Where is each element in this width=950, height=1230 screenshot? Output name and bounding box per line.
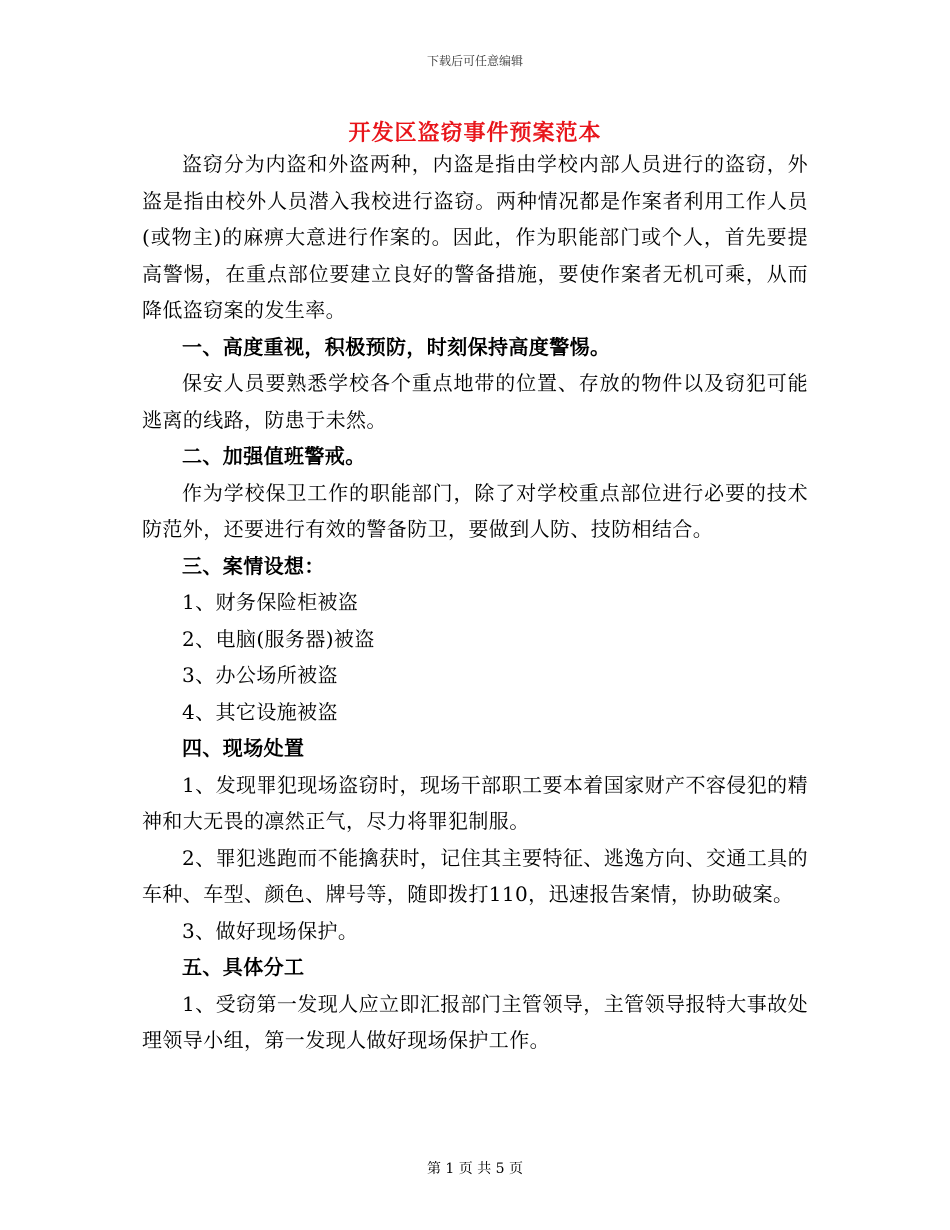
page-footer: 第 1 页 共 5 页 xyxy=(426,1161,524,1177)
section-heading-4: 四、现场处置 xyxy=(182,736,305,760)
section-4-paragraph: 2、罪犯逃跑而不能擒获时，记住其主要特征、逃逸方向、交通工具的车种、车型、颜色、牌号等，随即拨打110，迅速报告案情，协助破案。 xyxy=(142,845,808,906)
section-5-paragraph: 1、受窃第一发现人应立即汇报部门主管领导，主管领导报特大事故处理领导小组，第一发现人做好现场保护工作。 xyxy=(142,991,808,1052)
section-heading-5: 五、具体分工 xyxy=(182,955,305,979)
section-2-paragraph: 作为学校保卫工作的职能部门，除了对学校重点部位进行必要的技术防范外，还要进行有效的警备防卫，要做到人防、技防相结合。 xyxy=(142,480,808,541)
section-heading-2: 二、加强值班警戒。 xyxy=(182,444,366,468)
intro-paragraph: 盗窃分为内盗和外盗两种，内盗是指由学校内部人员进行的盗窃，外盗是指由校外人员潜入我校进行盗窃。两种情况都是作案者利用工作人员(或物主)的麻痹大意进行作案的。因此，作为职能部门或个人，首先要提高警惕，在重点部位要建立良好的警备措施，要使作案者无机可乘，从而降低盗窃案的发生率。 xyxy=(142,152,808,322)
section-4-paragraph: 1、发现罪犯现场盗窃时，现场干部职工要本着国家财产不容侵犯的精神和大无畏的凛然正气，尽力将罪犯制服。 xyxy=(142,772,808,833)
list-item: 1、财务保险柜被盗 xyxy=(182,590,359,614)
section-4-paragraph: 3、做好现场保护。 xyxy=(182,918,359,943)
section-heading-1: 一、高度重视，积极预防，时刻保持高度警惕。 xyxy=(182,334,611,359)
section-heading-3: 三、案情设想： xyxy=(182,553,325,578)
list-item: 2、电脑(服务器)被盗 xyxy=(182,626,375,651)
section-1-paragraph: 保安人员要熟悉学校各个重点地带的位置、存放的物件以及窃犯可能逃离的线路，防患于未然。 xyxy=(142,371,808,432)
list-item: 3、办公场所被盗 xyxy=(182,663,338,687)
document-title: 开发区盗窃事件预案范本 xyxy=(348,120,602,146)
list-item: 4、其它设施被盗 xyxy=(182,699,338,724)
header-note: 下载后可任意编辑 xyxy=(426,54,523,68)
document-body xyxy=(142,146,808,1059)
